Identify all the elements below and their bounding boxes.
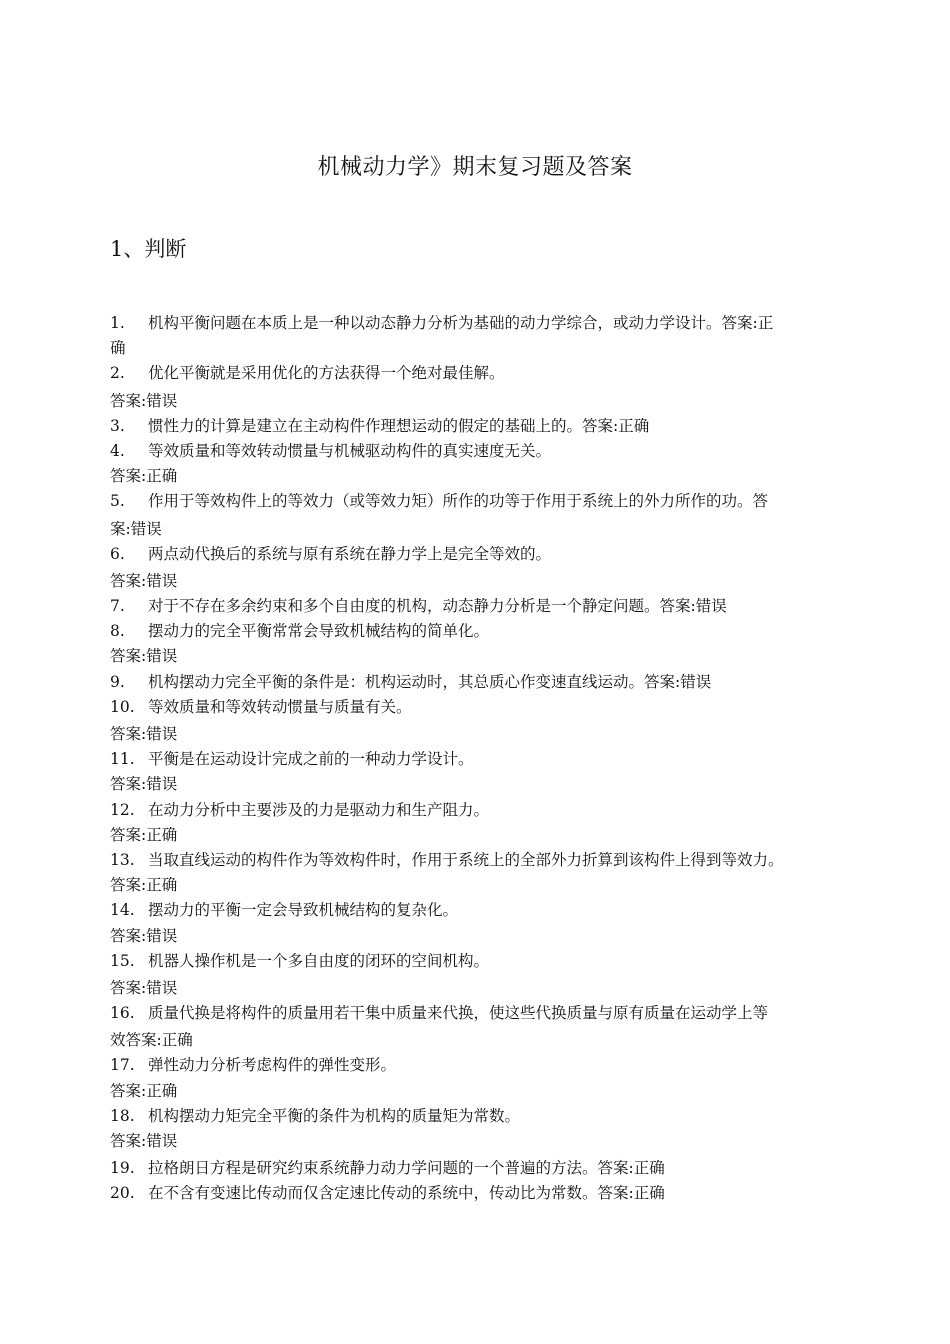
line-text: 摆动力的完全平衡常常会导致机械结构的简单化。 [148, 622, 490, 641]
question-line [110, 414, 845, 439]
question-number: 17. [110, 1056, 135, 1075]
line-text: 摆动力的平衡一定会导致机械结构的复杂化。 [148, 901, 459, 920]
answer-line [110, 976, 845, 1001]
question-line [110, 695, 845, 720]
line-text: 在不含有变速比传动而仅含定速比传动的系统中，传动比为常数。答案:正确 [148, 1184, 665, 1203]
question-line [110, 489, 845, 514]
question-number: 6. [110, 544, 125, 563]
question-number: 3. [110, 416, 125, 435]
question-number: 20. [110, 1184, 135, 1203]
question-number: 5. [110, 492, 125, 511]
line-text: 效答案:正确 [110, 1031, 193, 1050]
question-number: 15. [110, 951, 135, 970]
question-line [110, 1001, 845, 1026]
section-heading: 1、判断 [110, 237, 187, 261]
line-text: 答案:错误 [110, 926, 178, 945]
answer-line [110, 389, 845, 414]
line-text: 答案:正确 [110, 467, 178, 486]
line-text: 平衡是在运动设计完成之前的一种动力学设计。 [148, 750, 474, 769]
answer-line [110, 644, 845, 669]
question-line [110, 361, 845, 386]
answer-line [110, 1028, 845, 1053]
question-line [110, 848, 845, 873]
line-text: 对于不存在多余约束和多个自由度的机构，动态静力分析是一个静定问题。答案:错误 [148, 597, 727, 616]
line-text: 优化平衡就是采用优化的方法获得一个绝对最佳解。 [148, 364, 505, 383]
question-line [110, 670, 845, 695]
answer-line [110, 873, 845, 898]
question-number: 2. [110, 364, 125, 383]
question-line [110, 311, 845, 336]
question-number: 1. [110, 314, 125, 332]
line-text: 惯性力的计算是建立在主动构件作理想运动的假定的基础上的。答案:正确 [148, 416, 650, 435]
line-text: 作用于等效构件上的等效力（或等效力矩）所作的功等于作用于系统上的外力所作的功。答 [148, 492, 769, 511]
question-number: 16. [110, 1004, 135, 1023]
question-number: 13. [110, 850, 135, 869]
line-text: 机器人操作机是一个多自由度的闭环的空间机构。 [148, 951, 490, 970]
line-text: 答案:错误 [110, 391, 178, 410]
line-text: 答案:错误 [110, 978, 178, 997]
line-text: 在动力分析中主要涉及的力是驱动力和生产阻力。 [148, 800, 490, 819]
question-number: 12. [110, 800, 135, 819]
answer-line [110, 1079, 845, 1104]
question-line [110, 1181, 845, 1206]
line-text: 答案:错误 [110, 1132, 178, 1150]
question-line [110, 542, 845, 567]
answer-line [110, 772, 845, 797]
line-text: 机构平衡问题在本质上是一种以动态静力分析为基础的动力学综合，或动力学设计。答案:正 [148, 314, 774, 332]
question-line [110, 949, 845, 974]
line-text: 等效质量和等效转动惯量与质量有关。 [148, 697, 412, 716]
line-text: 等效质量和等效转动惯量与机械驱动构件的真实速度无关。 [148, 441, 552, 460]
question-number: 19. [110, 1159, 135, 1178]
line-text: 答案:错误 [110, 775, 178, 794]
line-text: 弹性动力分析考虑构件的弹性变形。 [148, 1056, 397, 1075]
line-text: 两点动代换后的系统与原有系统在静力学上是完全等效的。 [148, 544, 552, 563]
answer-line [110, 823, 845, 848]
question-number: 4. [110, 441, 125, 460]
line-text: 质量代换是将构件的质量用若干集中质量来代换，使这些代换质量与原有质量在运动学上等 [148, 1004, 769, 1023]
line-text: 确 [110, 339, 126, 358]
question-number: 18. [110, 1106, 135, 1125]
answer-line [110, 517, 845, 542]
question-line [110, 594, 845, 619]
question-number: 14. [110, 901, 135, 920]
question-line [110, 1104, 845, 1129]
line-text: 答案:正确 [110, 876, 178, 895]
question-list [110, 311, 845, 1207]
line-text: 当取直线运动的构件作为等效构件时，作用于系统上的全部外力折算到该构件上得到等效力。 [148, 850, 784, 869]
answer-line [110, 1129, 845, 1154]
question-number: 10. [110, 697, 135, 716]
line-text: 案:错误 [110, 519, 162, 538]
question-line [110, 439, 845, 464]
line-text: 机构摆动力完全平衡的条件是：机构运动时，其总质心作变速直线运动。答案:错误 [148, 672, 712, 691]
answer-line [110, 924, 845, 949]
document-title: 机械动力学》期末复习题及答案 [317, 155, 633, 180]
question-line [110, 1156, 845, 1181]
question-number: 7. [110, 597, 125, 616]
question-line [110, 898, 845, 923]
answer-line [110, 722, 845, 747]
line-text: 答案:错误 [110, 647, 178, 666]
question-line [110, 1053, 845, 1078]
question-number: 11. [110, 750, 135, 769]
answer-line [110, 464, 845, 489]
question-line [110, 619, 845, 644]
answer-line [110, 569, 845, 594]
question-line [110, 798, 845, 823]
question-number: 9. [110, 672, 125, 691]
answer-line [110, 336, 845, 361]
question-line [110, 747, 845, 772]
line-text: 答案:正确 [110, 1081, 178, 1100]
line-text: 答案:错误 [110, 725, 178, 743]
line-text: 答案:正确 [110, 825, 178, 844]
line-text: 机构摆动力矩完全平衡的条件为机构的质量矩为常数。 [148, 1106, 521, 1125]
line-text: 拉格朗日方程是研究约束系统静力动力学问题的一个普遍的方法。答案:正确 [148, 1159, 665, 1178]
line-text: 答案:错误 [110, 571, 178, 590]
question-number: 8. [110, 622, 125, 641]
